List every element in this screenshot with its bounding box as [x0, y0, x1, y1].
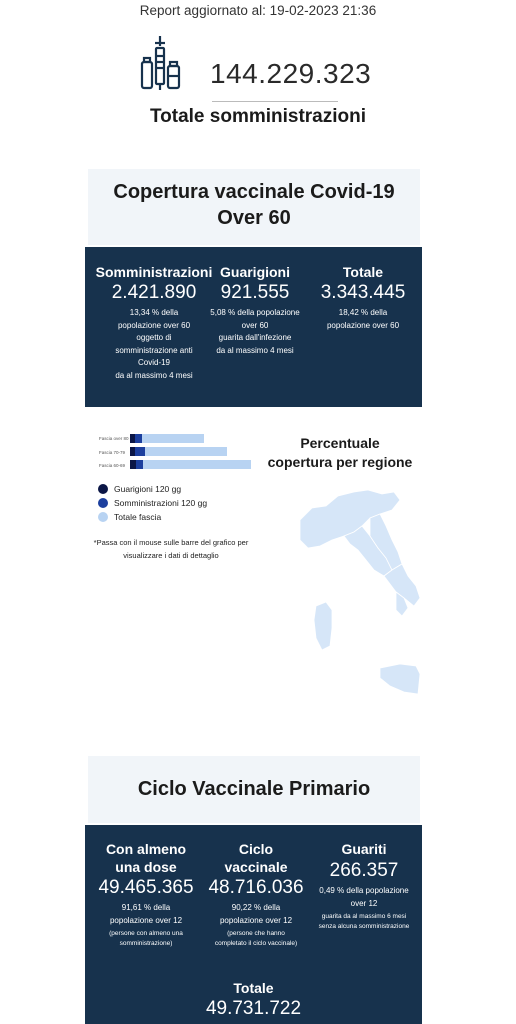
stat-guarigioni	[205, 263, 305, 357]
stat-description: 90,22 % della popolazione over 12	[219, 903, 293, 925]
bar-category-label: Fascia 70-79	[99, 450, 126, 455]
report-updated-text: Report aggiornato al: 19-02-2023 21:36	[139, 3, 377, 18]
stat-title: Somministrazioni	[95, 264, 213, 280]
legend-dot-icon	[98, 498, 108, 508]
stat-description: 91,61 % della popolazione over 12	[109, 903, 183, 925]
stat-description: 13,34 % della popolazione over 60 oggetto di somministrazione anti Covid-19 da al massimo 4 mesi	[115, 308, 193, 380]
bar-guarigioni[interactable]	[130, 460, 136, 469]
stat-description: 18,42 % della popolazione over 60	[326, 308, 400, 330]
legend-somministrazioni	[98, 498, 207, 508]
primary-cycle-section-header	[88, 756, 420, 823]
map-title: Percentuale copertura per regione	[267, 435, 413, 470]
stat-guariti	[311, 840, 417, 932]
stat-title: Guariti	[341, 841, 387, 857]
stat-note: (persone con almeno una somministrazione)	[109, 930, 183, 947]
stat-title: Totale	[233, 980, 274, 996]
over60-title-line1: Copertura vaccinale Covid-19	[113, 181, 395, 203]
total-administrations-label: Totale somministrazioni	[149, 106, 367, 127]
map-sardinia-region	[314, 602, 332, 650]
primary-cycle-title: Ciclo Vaccinale Primario	[137, 778, 371, 800]
stat-ciclo-vaccinale	[201, 840, 311, 949]
legend-dot-icon	[98, 484, 108, 494]
divider	[212, 101, 338, 102]
legend-label: Totale fascia	[114, 512, 162, 522]
over60-title-line2: Over 60	[217, 207, 291, 229]
bar-category-label: Fascia 60-69	[99, 463, 126, 468]
stat-totale-ciclo	[85, 979, 422, 1020]
stat-value: 49.731.722	[205, 998, 302, 1019]
legend-label: Somministrazioni 120 gg	[114, 498, 208, 508]
legend-totale-fascia	[98, 512, 161, 522]
stat-value: 921.555	[220, 282, 290, 303]
bar-guarigioni[interactable]	[130, 447, 135, 456]
over60-stats-panel	[85, 247, 422, 407]
stat-title: Guarigioni	[220, 264, 290, 280]
bar-guarigioni[interactable]	[130, 434, 135, 443]
stat-somministrazioni	[95, 263, 213, 382]
stat-value: 2.421.890	[111, 282, 197, 303]
map-sicily-region	[380, 664, 420, 694]
stat-totale	[310, 263, 416, 332]
italy-coverage-map[interactable]	[296, 488, 420, 702]
stat-note: guarita da al massimo 6 mesi senza alcuna somministrazione	[318, 913, 410, 930]
legend-guarigioni	[98, 484, 181, 494]
legend-dot-icon	[98, 512, 108, 522]
stat-value: 49.465.365	[98, 877, 194, 898]
stat-description: 0,49 % della popolazione over 12	[319, 886, 409, 908]
primary-cycle-stats-panel	[85, 825, 422, 1024]
chart-hover-note: *Passa con il mouse sulle barre del grafico per visualizzare i dati di dettaglio	[93, 538, 249, 560]
stat-almeno-una-dose	[91, 840, 201, 949]
stat-title: Con almeno una dose	[105, 841, 187, 875]
stat-title: Ciclo vaccinale	[224, 841, 288, 875]
stat-value: 48.716.036	[208, 877, 304, 898]
stat-value: 3.343.445	[320, 282, 406, 303]
total-administrations-value: 144.229.323	[210, 58, 372, 89]
over60-section-header	[88, 169, 420, 245]
legend-label: Guarigioni 120 gg	[114, 484, 182, 494]
bar-category-label: Fascia over 80	[99, 436, 129, 441]
stat-note: (persone che hanno completato il ciclo vaccinale)	[214, 930, 298, 947]
stat-title: Totale	[342, 264, 384, 280]
bar-totale-fascia[interactable]	[130, 460, 251, 469]
stat-description: 5,08 % della popolazione over 60 guarita dall'infezione da al massimo 4 mesi	[210, 308, 300, 355]
vaccine-vial-icon	[137, 36, 183, 90]
stat-value: 266.357	[329, 860, 399, 881]
